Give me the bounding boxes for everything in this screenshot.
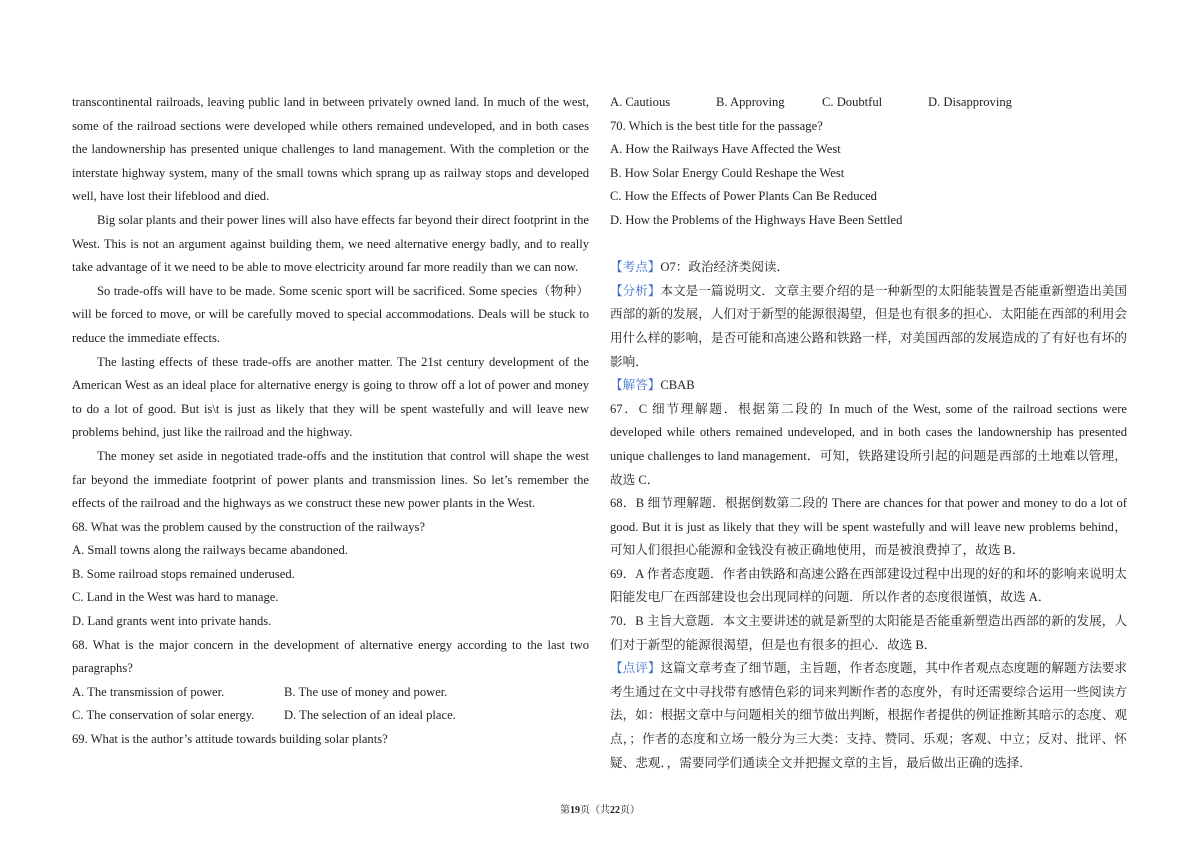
passage-paragraph: transcontinental railroads, leaving public land in between privately owned land. In much of the west, some of the railroad sections were developed while others remained undeveloped, and in both cases the landownership has presented unique challenges to land management. With the completion or the interstate highway system, many of the small towns which sprang up as railway stops and developed well, have lost their lifeblood and died. <box>72 95 589 204</box>
kaodian-tag: 【考点】 <box>610 260 661 275</box>
passage-paragraph: Big solar plants and their power lines will also have effects far beyond their direct footprint in the West. This is not an argument against building them, we need alternative energy badly, and to really take advantage of it we need to be able to move electricity around far more readily than we can now. <box>72 212 589 275</box>
question-68b <box>72 634 589 728</box>
question-text: 70. Which is the best title for the passage? <box>610 118 823 133</box>
dianping-text: 这篇文章考查了细节题，主旨题，作者态度题，其中作者观点态度题的解题方法要求考生通过在文中寻找带有感情色彩的词来判断作者的态度外，有时还需要综合运用一些阅读方法，如：根据文章中与问题相关的细节做出判断，根据作者提供的例证推断其暗示的态度、观点，；作者的态度和立场一般分为三大类：支持、赞同、乐观；客观、中立；反对、批评、怀疑、悲观．，需要同学们通读全文并把握文章的主旨，最后做出正确的选择． <box>610 661 1128 770</box>
question-69-text: 69. What is the author’s attitude towards building solar plants? <box>72 732 388 747</box>
question-68a <box>72 516 589 634</box>
question-text: 68. What is the major concern in the development of alternative energy according to the last two paragraphs? <box>72 637 589 676</box>
footer-suffix: 页） <box>620 805 640 816</box>
answer-67: 67．C 细节理解题．根据第二段的 In much of the West, some of the railroad sections were developed while others remained undeveloped, and in both cases the landownership has presented unique challenges to land management．可知，铁路建设所引起的问题是西部的土地难以管理，故选 C． <box>610 401 1127 487</box>
jieda-text: CBAB <box>660 378 695 393</box>
spacer <box>610 233 1127 257</box>
option: A. Small towns along the railways became abandoned. <box>72 543 348 558</box>
question-70 <box>610 115 1127 233</box>
fenxi-section <box>610 280 1127 374</box>
option-row <box>72 704 589 728</box>
option: C. The conservation of solar energy. <box>72 708 255 723</box>
option: D. Disapproving <box>928 95 1012 109</box>
dianping-section <box>610 657 1127 775</box>
kaodian-section <box>610 256 1127 280</box>
footer-prefix: 第 <box>560 805 570 816</box>
page-footer <box>0 801 1200 816</box>
page-number: 19 <box>570 805 580 816</box>
question-69-options <box>610 91 1127 115</box>
option: D. The selection of an ideal place. <box>284 708 456 723</box>
jieda-tag: 【解答】 <box>610 378 661 393</box>
option: C. Doubtful <box>822 95 883 109</box>
passage-paragraph: So trade-offs will have to be made. Some scenic sport will be sacrificed. Some species（物种）will be forced to move, or will be carefully moved to special accommodations. Deals will be stuck to reduce the immediate effects. <box>72 283 589 345</box>
fenxi-text: 本文是一篇说明文．文章主要介绍的是一种新型的太阳能装置是否能重新塑造出美国西部的新的发展，人们对于新型的能源很渴望，但是也有很多的担心．太阳能在西部的利用会用什么样的影响，是否可能和高速公路和铁路一样，对美国西部的发展造成的了有好也有坏的影响． <box>610 283 1128 369</box>
answer-70: 70．B 主旨大意题．本文主要讲述的就是新型的太阳能是否能重新塑造出西部的新的发展，人们对于新型的能源很渴望，但是也有很多的担心．故选 B． <box>610 614 1127 652</box>
answer-68: 68．B 细节理解题．根据倒数第二段的 There are chances for that power and money to do a lot of good. But it is just as likely that they will be spent wastefully and will leave new problems behind，可知人们很担心能源和金钱没有被正确地使用，而是被浪费掉了，故选 B． <box>610 496 1127 558</box>
passage-paragraph: The lasting effects of these trade-offs are another matter. The 21st century development of the American West as an ideal place for alternative energy is going to throw off a lot of power and money to do a lot of good. But is\t is just as likely that they will be spent wastefully and will leave new problems behind, just like the railroad and the highway. <box>72 354 589 440</box>
option: D. How the Problems of the Highways Have Been Settled <box>610 212 903 227</box>
option: A. Cautious <box>610 95 671 109</box>
option: B. The use of money and power. <box>284 684 448 699</box>
left-column <box>72 91 589 752</box>
answer-69: 69．A 作者态度题．作者由铁路和高速公路在西部建设过程中出现的好的和坏的影响来说明太阳能发电厂在西部建设也会出现同样的问题．所以作者的态度很谨慎，故选 A． <box>610 566 1127 605</box>
option: B. Approving <box>716 95 785 109</box>
option: B. Some railroad stops remained underused. <box>72 566 295 581</box>
kaodian-text: O7：政治经济类阅读． <box>660 260 790 275</box>
footer-mid: 页（共 <box>580 805 610 816</box>
option-row <box>72 681 589 705</box>
option: A. How the Railways Have Affected the West <box>610 142 841 157</box>
option: C. Land in the West was hard to manage. <box>72 590 279 605</box>
total-pages: 22 <box>610 805 620 816</box>
fenxi-tag: 【分析】 <box>610 283 661 298</box>
option: A. The transmission of power. <box>72 684 225 699</box>
right-column <box>610 91 1127 775</box>
option: B. How Solar Energy Could Reshape the West <box>610 165 845 180</box>
option: C. How the Effects of Power Plants Can Be Reduced <box>610 189 877 204</box>
jieda-section <box>610 374 1127 398</box>
passage-paragraph: The money set aside in negotiated trade-offs and the institution that control will shape the west far beyond the immediate footprint of power plants and transmission lines. So let’s remember the effects of the railroad and the highways as we construct these new power plants in the West. <box>72 448 589 511</box>
question-text: 68. What was the problem caused by the construction of the railways? <box>72 519 425 534</box>
option: D. Land grants went into private hands. <box>72 614 272 629</box>
dianping-tag: 【点评】 <box>610 661 661 676</box>
